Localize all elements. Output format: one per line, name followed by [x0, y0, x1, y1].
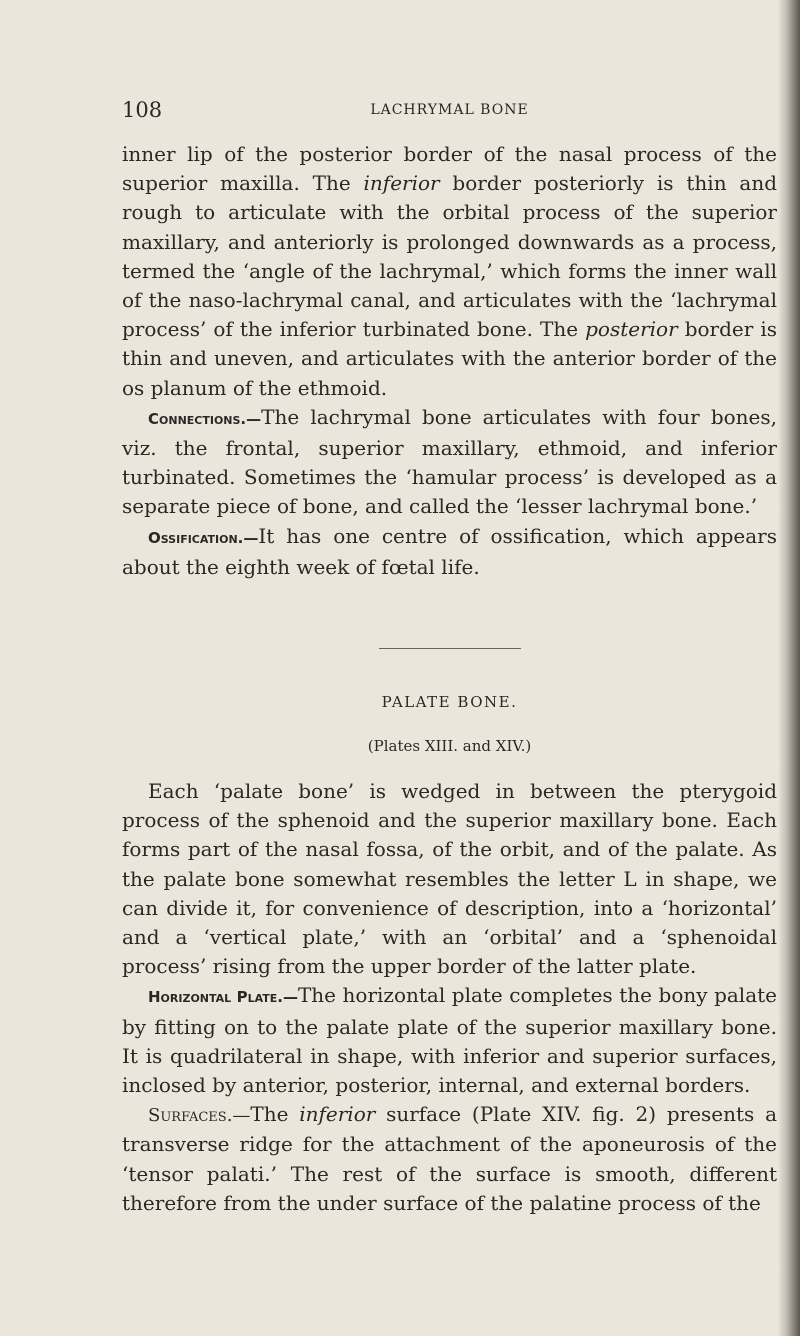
paragraph-borders: inner lip of the posterior border of the nasal process of the superior maxilla. The inferior border posteriorly is thin and rough to articulate with the orbital process of the superior maxillary, and anteriorly is prolonged downwards as a process, termed the ‘angle of the lachrymal,’ which forms the inner wall of the naso-lachrymal canal, and articulates with the ‘lachrymal process’ of the inferior turbinated bone. The posterior border is thin and uneven, and articulates with the anterior border of the os planum of the ethmoid. — [122, 142, 778, 400]
paragraph-surfaces: Surfaces.—The inferior surface (Plate XIV. fig. 2) presents a transverse ridge for the attachment of the aponeurosis of the ‘tensor palati.’ The rest of the surface is smooth, different therefore from the under surface of the palatine process of the — [122, 1102, 777, 1215]
surfaces-heading: Surfaces.— — [148, 1105, 251, 1127]
plates-reference: (Plates XIII. and XIV.) — [367, 737, 532, 756]
ossification-heading: Ossification.— — [148, 528, 259, 547]
page-body — [122, 98, 777, 1218]
connections-heading: Connections.— — [148, 409, 262, 428]
section-divider — [379, 648, 521, 649]
paragraph-connections: Connections.—The lachrymal bone articulates with four bones, viz. the frontal, superior maxillary, ethmoid, and inferior turbinated. Sometimes the ‘hamular process’ is developed as a separate piece of bone, and called the ‘lesser lachrymal bone.’ — [122, 404, 777, 519]
section-title: PALATE BONE. — [381, 693, 518, 712]
horizontal-plate-heading: Horizontal Plate.— — [148, 988, 298, 1007]
page-number: 108 — [122, 98, 163, 122]
paragraph-ossification: Ossification.—It has one centre of ossification, which appears about the eighth week of fœtal life. — [122, 523, 777, 579]
running-title: LACHRYMAL BONE — [370, 102, 529, 118]
page-edge-shadow — [778, 0, 800, 1336]
paragraph-horizontal-plate: Horizontal Plate.—The horizontal plate completes the bony palate by fitting on to the palate plate of the superior maxillary bone. It is quadrilateral in shape, with inferior and superior surfaces, inclosed by anterior, posterior, internal, and external borders. — [122, 983, 777, 1098]
running-header — [122, 98, 777, 128]
paragraph-palate-intro: Each ‘palate bone’ is wedged in between the pterygoid process of the sphenoid and the superior maxillary bone. Each forms part of the nasal fossa, of the orbit, and of the palate. As the palate bone somewhat resembles the letter L in shape, we can divide it, for convenience of description, into a ‘horizontal’ and a ‘vertical plate,’ with an ‘orbital’ and a ‘sphenoidal process’ rising from the upper border of the latter plate. — [122, 779, 777, 979]
